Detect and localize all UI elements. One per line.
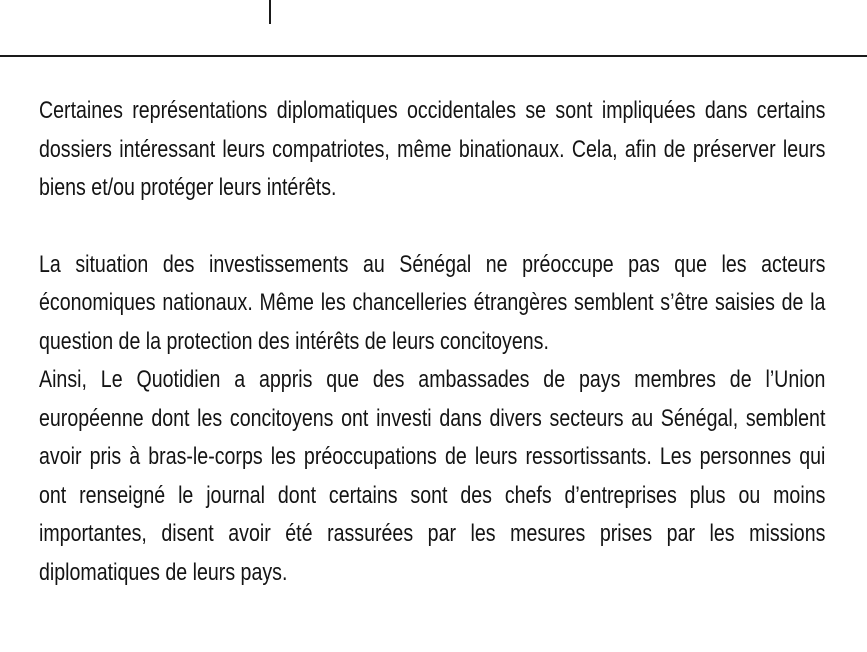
horizontal-rule <box>0 55 867 57</box>
body-paragraph-2: Ainsi, Le Quotidien a appris que des ambassades de pays membres de l’Union européenne dont les concitoyens ont investi dans divers secteurs au Sénégal, semblent avoir pris à bras-le-corps les préoccupations de leurs ressortissants. Les personnes qui ont renseigné le journal dont certains sont des chefs d’entreprises plus ou moins importantes, disent avoir été rassurées par les mesures prises par les missions diplomatiques de leurs pays. <box>39 366 826 586</box>
article-body <box>39 92 826 592</box>
body-paragraph-1: La situation des investissements au Sénégal ne préoccupe pas que les acteurs économiques nationaux. Même les chancelleries étrangères semblent s’être saisies de la question de la protection des intérêts de leurs concitoyens. <box>39 250 826 355</box>
column-divider-tick <box>269 0 271 24</box>
paragraph-spacer <box>39 208 826 246</box>
lead-paragraph: Certaines représentations diplomatiques occidentales se sont impliquées dans certains dossiers intéressant leurs compatriotes, même binationaux. Cela, afin de préserver leurs biens et/ou protéger leurs intérêts. <box>39 97 826 201</box>
